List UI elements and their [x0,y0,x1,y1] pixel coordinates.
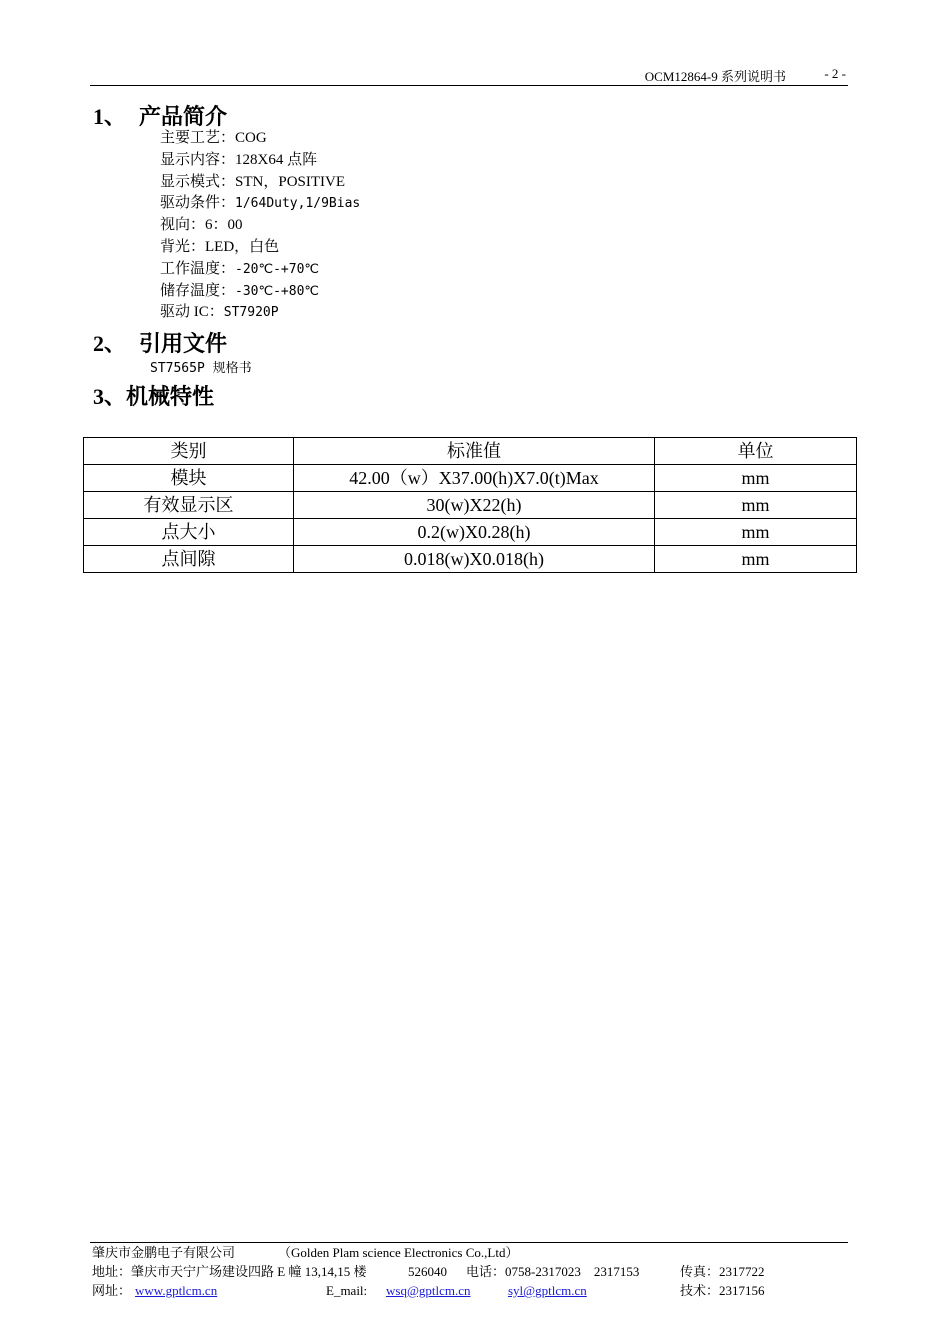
table-cell: mm [655,465,857,492]
table-header-cell: 类别 [84,438,294,465]
table-cell: 有效显示区 [84,492,294,519]
company-name-en: （Golden Plam science Electronics Co.,Ltd） [278,1245,519,1260]
spec-operating-temp: 工作温度：-20℃-+70℃ [160,260,320,277]
table-cell: mm [655,546,857,573]
phone-numbers: 电话：0758-2317023 2317153 [466,1264,640,1279]
table-row [84,519,857,546]
section-heading-references [93,327,227,358]
section-heading-product-intro [93,100,227,131]
email-link-syl[interactable]: syl@gptlcm.cn [508,1283,587,1298]
document-title: OCM12864-9 系列说明书 [644,69,786,84]
spec-driver-ic: 驱动 IC：ST7920P [160,304,279,321]
table-cell: mm [655,492,857,519]
section-title: 机械特性 [126,384,215,409]
footer-contact-line [90,1281,848,1300]
table-cell: 30(w)X22(h) [294,492,655,519]
website-link[interactable]: www.gptlcm.cn [135,1283,218,1298]
reference-document: ST7565P 规格书 [150,361,252,376]
section-title: 产品简介 [139,104,228,129]
fax-number: 传真：2317722 [680,1264,765,1279]
website-label: 网址： [92,1283,132,1298]
table-header-row [84,438,857,465]
table-row [84,492,857,519]
footer-address-line [90,1262,848,1281]
email-link-wsq[interactable]: wsq@gptlcm.cn [386,1283,471,1298]
footer-company-line [90,1243,848,1262]
table-row [84,546,857,573]
table-cell: 0.2(w)X0.28(h) [294,519,655,546]
spec-drive-condition: 驱动条件：1/64Duty,1/9Bias [160,195,361,212]
section-number: 2、 [93,331,127,356]
table-row [84,465,857,492]
spec-display-content: 显示内容：128X64 点阵 [160,151,318,168]
section-number: 3、 [93,384,127,409]
company-address: 地址：肇庆市天宁广场建设四路 E 幢 13,14,15 楼 [92,1264,367,1279]
postcode: 526040 [408,1264,447,1279]
page-footer [90,1242,848,1300]
table-cell: 点大小 [84,519,294,546]
table-cell: mm [655,519,857,546]
section-title: 引用文件 [139,331,228,356]
company-name-cn: 肇庆市金鹏电子有限公司 [92,1245,236,1260]
spec-list [160,128,360,324]
section-heading-mechanical [93,380,214,411]
spec-backlight: 背光：LED，白色 [160,238,280,255]
table-cell: 0.018(w)X0.018(h) [294,546,655,573]
table-header-cell: 单位 [655,438,857,465]
spec-process: 主要工艺：COG [160,130,267,146]
section-number: 1、 [93,104,127,129]
page-number: - 2 - [824,66,846,81]
spec-view-direction: 视向：6：00 [160,217,243,234]
table-cell: 模块 [84,465,294,492]
table-header-cell: 标准值 [294,438,655,465]
email-label: E_mail: [326,1283,368,1298]
mechanical-spec-table [83,437,857,573]
spec-display-mode: 显示模式：STN，POSITIVE [160,173,346,190]
table-cell: 点间隙 [84,546,294,573]
table-cell: 42.00（w）X37.00(h)X7.0(t)Max [294,465,655,492]
page-header [90,66,848,86]
tech-support-phone: 技术：2317156 [680,1283,765,1298]
spec-storage-temp: 储存温度：-30℃-+80℃ [160,282,320,299]
